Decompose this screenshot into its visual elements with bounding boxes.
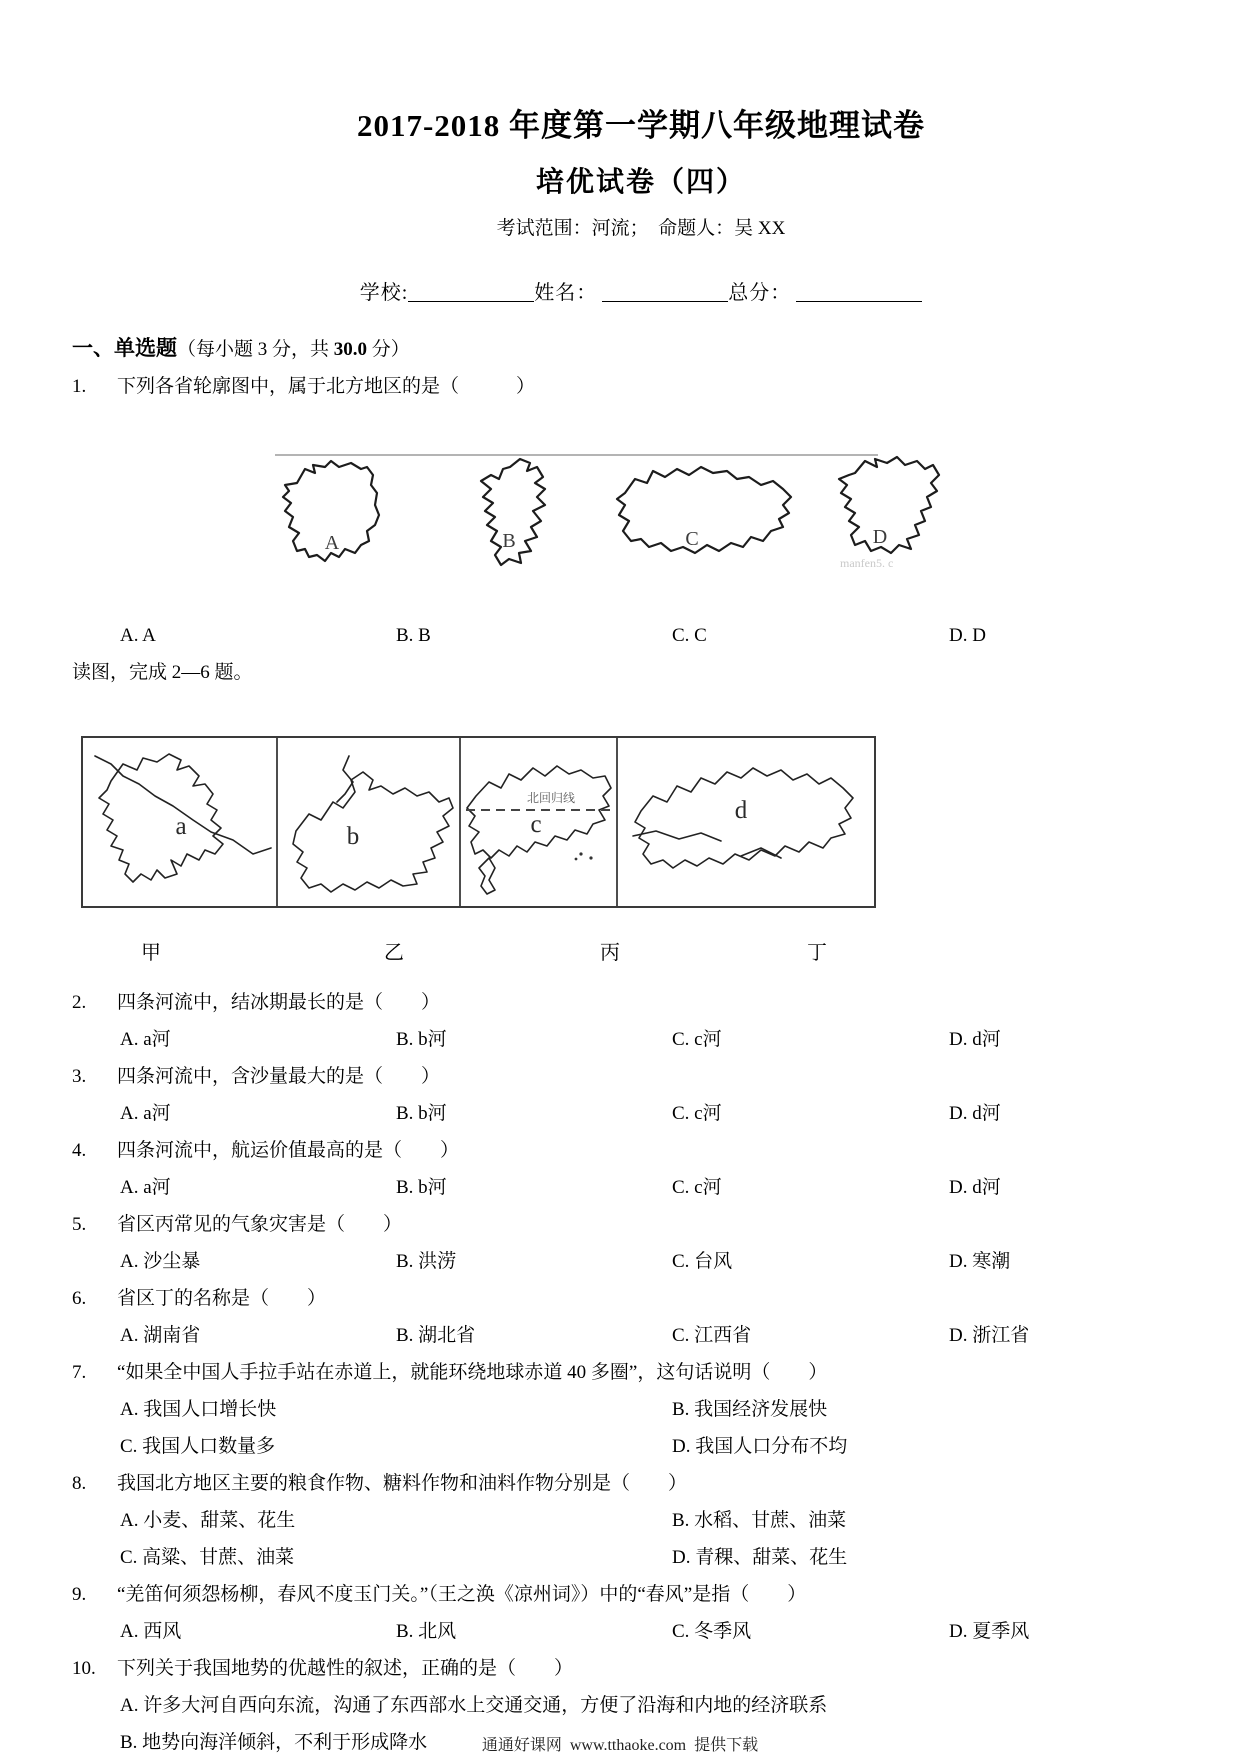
question-9-number: 9. [72,1584,87,1605]
option-5-a: A. 沙尘暴 [120,1251,201,1272]
figure-province-outlines [275,453,970,571]
option-3-d: D. d河 [949,1103,1001,1124]
question-6-options [120,1317,1210,1354]
section-points: 30.0 [333,339,368,360]
school-label: 学校: [359,282,409,304]
question-2-number: 2. [72,992,87,1013]
question-1-number: 1. [72,376,87,397]
question-5-text: 省区丙常见的气象灾害是（ ） [117,1214,403,1235]
name-blank [602,281,728,302]
question-5-options [120,1243,1210,1280]
watermark: manfen5. c [840,556,894,570]
question-3-text: 四条河流中，含沙量最大的是（ ） [117,1066,441,1087]
question-6-number: 6. [72,1288,87,1309]
option-9-d: D. 夏季风 [949,1621,1030,1642]
question-2 [72,984,1210,1021]
option-1-a: A. A [120,625,156,646]
question-4-options [120,1169,1210,1206]
question-10 [72,1650,1210,1687]
option-3-c: C. c河 [672,1103,722,1124]
name-label: 姓名： [534,282,598,304]
section-title: 一、单选题 [72,336,177,360]
option-9-b: B. 北风 [396,1621,457,1642]
exam-header [72,0,1210,242]
option-3-a: A. a河 [120,1103,171,1124]
figure2-below-labels [72,935,1210,972]
map-b-river [337,756,353,802]
question-7-options-row-2 [120,1428,1210,1465]
map-c-peninsula [479,858,495,894]
question-7 [72,1354,1210,1391]
option-8-b: B. 水稻、甘蔗、油菜 [672,1510,847,1531]
option-7-a: A. 我国人口增长快 [120,1399,277,1420]
question-9-text: “羌笛何须怨杨柳，春风不度玉门关。”（王之涣《凉州词》）中的“春风”是指（ ） [117,1584,807,1605]
option-4-d: D. d河 [949,1177,1001,1198]
figure2-label-c: c [530,811,542,838]
option-8-d: D. 青稞、甜菜、花生 [672,1547,848,1568]
question-6-text: 省区丁的名称是（ ） [117,1288,327,1309]
question-10-number: 10. [72,1658,96,1679]
label-yi: 乙 [384,942,404,964]
question-8-text: 我国北方地区主要的粮食作物、糖料作物和油料作物分别是（ ） [117,1473,688,1494]
question-1-options [120,617,1210,654]
option-8-a: A. 小麦、甜菜、花生 [120,1510,296,1531]
option-5-c: C. 台风 [672,1251,733,1272]
province-outline-c [617,467,791,553]
question-8-options-row-1 [120,1502,1210,1539]
question-7-number: 7. [72,1362,87,1383]
section-note: （每小题 3 分，共 [177,339,334,360]
option-1-c: C. C [672,625,707,646]
option-5-d: D. 寒潮 [949,1251,1011,1272]
exam-meta: 考试范围：河流； 命题人：吴 XX [496,218,786,239]
option-4-b: B. b河 [396,1177,447,1198]
option-4-c: C. c河 [672,1177,722,1198]
question-2-options [120,1021,1210,1058]
option-5-b: B. 洪涝 [396,1251,457,1272]
question-4-number: 4. [72,1140,87,1161]
question-8-number: 8. [72,1473,87,1494]
option-9-c: C. 冬季风 [672,1621,752,1642]
question-8 [72,1465,1210,1502]
question-1 [72,368,1210,405]
page-subtitle: 培优试卷（四） [535,167,746,198]
option-6-a: A. 湖南省 [120,1325,201,1346]
map-b-outline [293,772,453,892]
option-7-d: D. 我国人口分布不均 [672,1436,848,1457]
question-3-options [120,1095,1210,1132]
question-1-text: 下列各省轮廓图中，属于北方地区的是（ ） [117,376,536,397]
score-label: 总分： [728,282,792,304]
figure-intro: 读图，完成 2—6 题。 [72,662,253,683]
question-3-number: 3. [72,1066,87,1087]
option-6-d: D. 浙江省 [949,1325,1030,1346]
option-7-c: C. 我国人口数量多 [120,1436,276,1457]
question-5-number: 5. [72,1214,87,1235]
label-bing: 丙 [600,942,620,964]
option-2-b: B. b河 [396,1029,447,1050]
map-a-outline [99,754,223,882]
tropic-of-cancer-label: 北回归线 [526,791,576,805]
question-6 [72,1280,1210,1317]
score-blank [796,281,922,302]
figure2-label-d: d [734,797,748,824]
question-9 [72,1576,1210,1613]
option-10-b: B. 地势向海洋倾斜，不利于形成降水 [120,1732,428,1753]
option-10-a: A. 许多大河自西向东流，沟通了东西部水上交通交通，方便了沿海和内地的经济联系 [120,1695,828,1716]
question-3 [72,1058,1210,1095]
figure1-label-a: A [324,532,340,554]
section-note-suffix: 分） [367,339,410,360]
school-blank [408,281,534,302]
option-4-a: A. a河 [120,1177,171,1198]
question-8-options-row-2 [120,1539,1210,1576]
question-4-text: 四条河流中，航运价值最高的是（ ） [117,1140,460,1161]
question-10-text: 下列关于我国地势的优越性的叙述，正确的是（ ） [117,1658,574,1679]
option-1-b: B. B [396,625,431,646]
figure-river-maps [81,736,876,908]
option-9-a: A. 西风 [120,1621,182,1642]
question-2-text: 四条河流中，结冰期最长的是（ ） [117,992,441,1013]
label-ding: 丁 [807,942,827,964]
section-heading [72,330,1210,368]
info-line [72,280,1210,306]
footer-credit: 通通好课网 www.tthaoke.com 提供下载 [481,1737,759,1754]
question-7-text: “如果全中国人手拉手站在赤道上，就能环绕地球赤道 40 多圈”，这句话说明（ ） [117,1362,828,1383]
province-outline-d [839,457,939,553]
figure2-label-b: b [346,823,360,850]
option-8-c: C. 高粱、甘蔗、油菜 [120,1547,295,1568]
figure1-label-d: D [872,526,888,548]
map-d-river-1 [633,831,721,841]
option-1-d: D. D [949,625,986,646]
question-7-options-row-1 [120,1391,1210,1428]
option-6-b: B. 湖北省 [396,1325,476,1346]
island-dots [575,852,593,860]
option-6-c: C. 江西省 [672,1325,752,1346]
figure1-label-b: B [502,530,516,552]
option-2-c: C. c河 [672,1029,722,1050]
figure2-label-a: a [175,813,187,840]
page-title: 2017-2018 年度第一学期八年级地理试卷 [356,108,926,143]
option-3-b: B. b河 [396,1103,447,1124]
option-2-a: A. a河 [120,1029,171,1050]
label-jia: 甲 [141,942,161,964]
figure1-label-c: C [685,528,699,550]
question-9-options [120,1613,1210,1650]
question-5 [72,1206,1210,1243]
option-2-d: D. d河 [949,1029,1001,1050]
question-4 [72,1132,1210,1169]
figure2-border [82,737,875,907]
option-7-b: B. 我国经济发展快 [672,1399,828,1420]
